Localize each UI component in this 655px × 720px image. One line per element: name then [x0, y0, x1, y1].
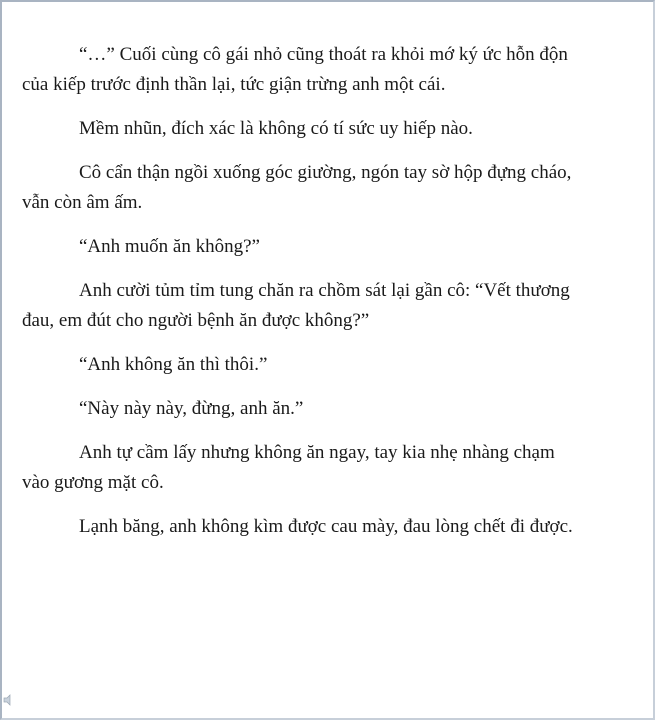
text-line: Anh tự cầm lấy nhưng không ăn ngay, tay kia nhẹ nhàng chạm: [79, 442, 555, 463]
text-line: “Anh muốn ăn không?”: [79, 236, 260, 257]
text-line: Anh cười tủm tỉm tung chăn ra chồm sát lại gần cô: “Vết thương: [79, 280, 570, 301]
paragraph-3: [22, 158, 627, 218]
paragraph-4: [22, 232, 627, 262]
text-line: Mềm nhũn, đích xác là không có tí sức uy hiếp nào.: [79, 118, 473, 139]
text-line: Cô cẩn thận ngồi xuống góc giường, ngón tay sờ hộp đựng cháo,: [79, 162, 572, 183]
text-line: của kiếp trước định thần lại, tức giận trừng anh một cái.: [22, 74, 446, 95]
document-page: [22, 40, 627, 556]
text-line: vẫn còn âm ấm.: [22, 192, 143, 213]
text-line: “Anh không ăn thì thôi.”: [79, 354, 268, 375]
text-line: vào gương mặt cô.: [22, 472, 164, 493]
text-line: “…” Cuối cùng cô gái nhỏ cũng thoát ra khỏi mớ ký ức hỗn độn: [79, 44, 568, 65]
text-line: Lạnh băng, anh không kìm được cau mày, đau lòng chết đi được.: [79, 516, 573, 537]
text-line: “Này này này, đừng, anh ăn.”: [79, 398, 304, 419]
paragraph-9: [22, 512, 627, 542]
paragraph-7: [22, 394, 627, 424]
paragraph-2: [22, 114, 627, 144]
speaker-icon[interactable]: [3, 693, 15, 705]
paragraph-1: [22, 40, 627, 100]
paragraph-6: [22, 350, 627, 380]
paragraph-8: [22, 438, 627, 498]
paragraph-5: [22, 276, 627, 336]
text-line: đau, em đút cho người bệnh ăn được không?”: [22, 310, 370, 331]
